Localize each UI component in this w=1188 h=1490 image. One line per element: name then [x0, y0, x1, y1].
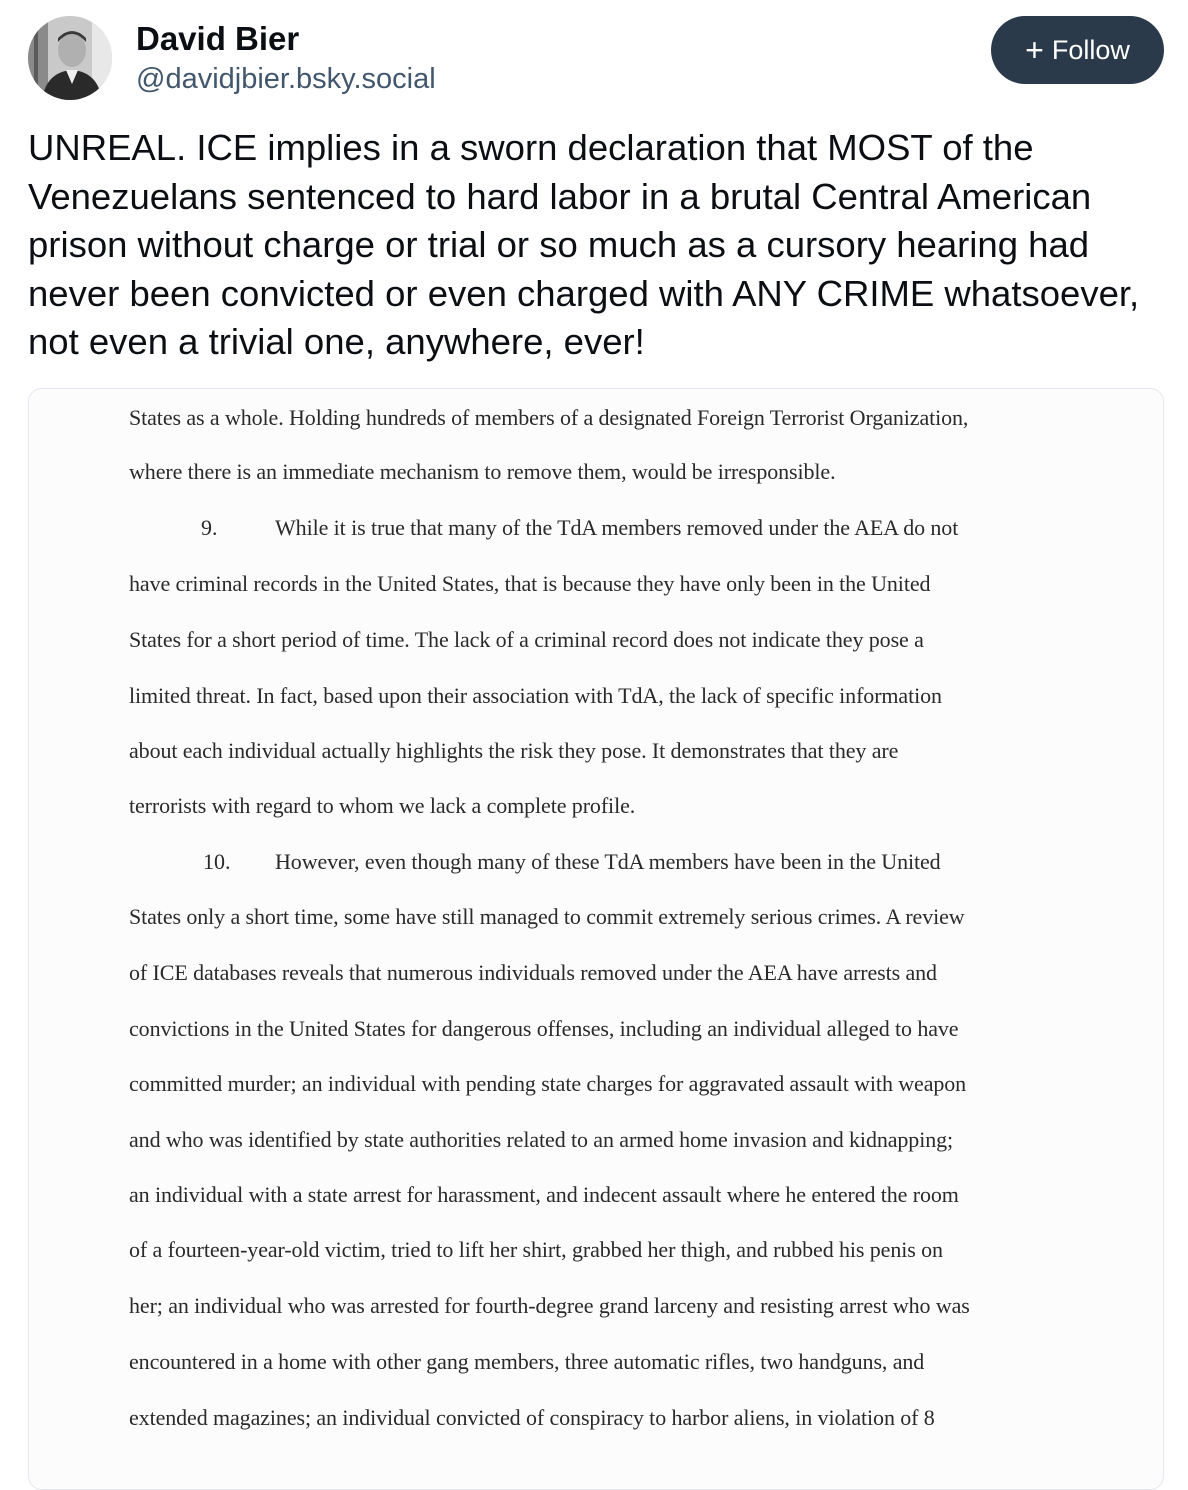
paragraph-number: 10. — [203, 849, 231, 874]
plus-icon: + — [1025, 32, 1044, 68]
document-line: States as a whole. Holding hundreds of members of a designated Foreign Terrorist Organization, — [129, 405, 969, 430]
document-line: of a fourteen-year-old victim, tried to lift her shirt, grabbed her thigh, and rubbed his penis on — [129, 1237, 943, 1262]
document-line: limited threat. In fact, based upon their association with TdA, the lack of specific information — [129, 683, 942, 708]
avatar[interactable] — [28, 16, 112, 100]
author-handle[interactable]: @davidjbier.bsky.social — [136, 63, 436, 95]
avatar-photo-icon — [28, 16, 112, 100]
document-line: convictions in the United States for dangerous offenses, including an individual alleged to have — [129, 1016, 959, 1041]
document-line: and who was identified by state authorities related to an armed home invasion and kidnapping; — [129, 1127, 954, 1152]
paragraph-number: 9. — [201, 515, 218, 540]
document-line: While it is true that many of the TdA members removed under the AEA do not — [275, 515, 959, 540]
document-line: States for a short period of time. The lack of a criminal record does not indicate they pose a — [129, 627, 924, 652]
document-line: an individual with a state arrest for harassment, and indecent assault where he entered the room — [129, 1182, 959, 1207]
document-line: her; an individual who was arrested for fourth-degree grand larceny and resisting arrest who was — [129, 1293, 970, 1318]
post-header — [28, 16, 1164, 106]
document-line: about each individual actually highlights the risk they pose. It demonstrates that they are — [129, 738, 899, 763]
document-line: However, even though many of these TdA members have been in the United — [275, 849, 941, 874]
document-line: extended magazines; an individual convicted of conspiracy to harbor aliens, in violation of 8 — [129, 1405, 935, 1430]
document-line: encountered in a home with other gang members, three automatic rifles, two handguns, and — [129, 1349, 925, 1374]
document-line: terrorists with regard to whom we lack a complete profile. — [129, 793, 636, 818]
follow-button[interactable] — [991, 16, 1164, 84]
post-text: UNREAL. ICE implies in a sworn declaration that MOST of the Venezuelans sentenced to hard labor in a brutal Central American prison without charge or trial or so much as a cursory hearing had never been convicted or even charged with ANY CRIME whatsoever, not even a trivial one, anywhere, ever! — [28, 127, 1140, 362]
embedded-document-image[interactable] — [28, 388, 1164, 1490]
document-line: of ICE databases reveals that numerous individuals removed under the AEA have arrests and — [129, 960, 937, 985]
author-name[interactable]: David Bier — [136, 20, 300, 57]
document-line: have criminal records in the United States, that is because they have only been in the United — [129, 571, 931, 596]
document-line: committed murder; an individual with pending state charges for aggravated assault with weapon — [129, 1071, 967, 1096]
document-line: States only a short time, some have still managed to commit extremely serious crimes. A review — [129, 904, 965, 929]
follow-label: Follow — [1051, 34, 1130, 65]
document-line: where there is an immediate mechanism to remove them, would be irresponsible. — [129, 459, 836, 484]
